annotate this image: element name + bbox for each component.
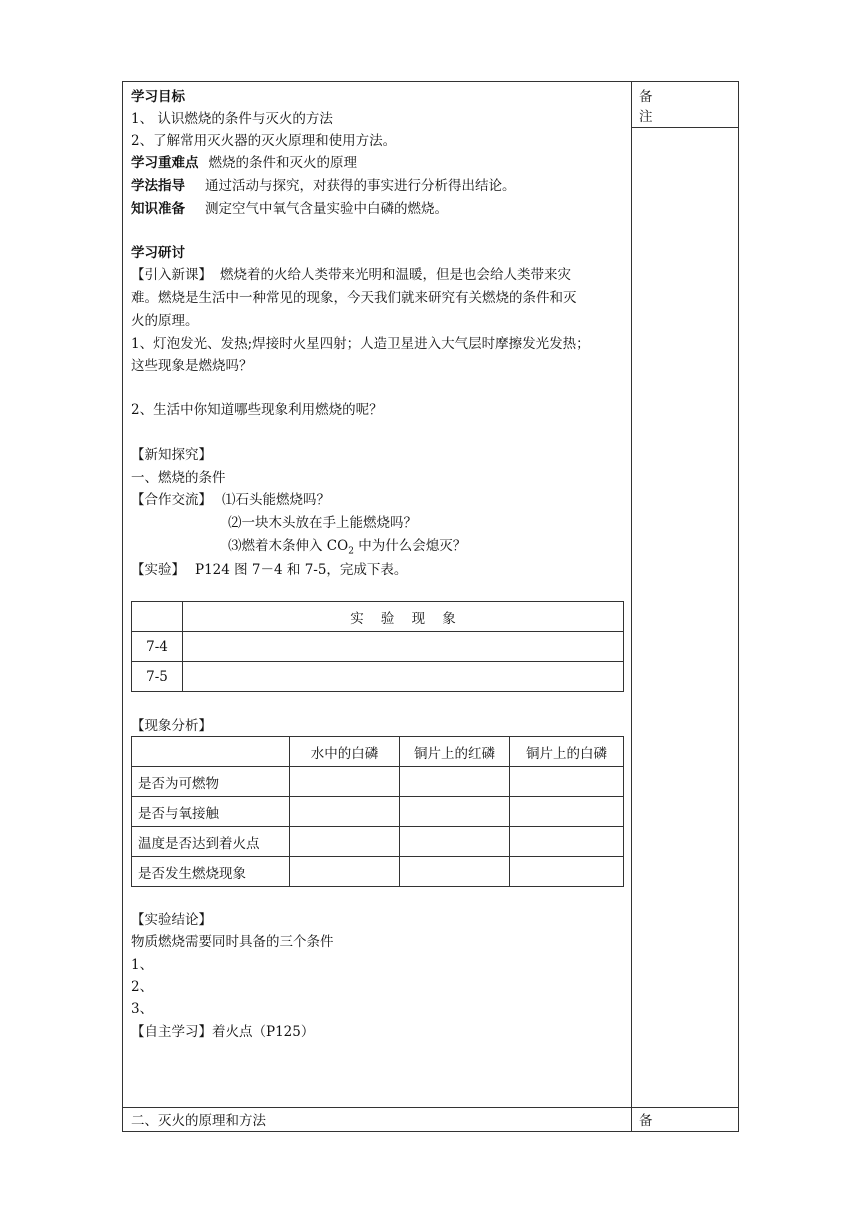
analysis-cell[interactable] (510, 857, 624, 887)
analysis-col-header: 水中的白磷 (290, 737, 400, 767)
section-2-title: 二、灭火的原理和方法 (131, 1113, 266, 1129)
analysis-cell[interactable] (510, 827, 624, 857)
side-note-char-1: 备 (639, 89, 653, 105)
coop-q2: ⑵一块木头放在手上能燃烧吗？ (228, 515, 417, 531)
exp-corner-cell (132, 602, 183, 632)
conclusion-text: 物质燃烧需要同时具备的三个条件 (131, 934, 334, 950)
exp-row-cell[interactable] (183, 662, 624, 692)
goal-title: 学习目标 (131, 89, 185, 105)
question-1-line-1: 1、灯泡发光、发热;焊接时火星四射；人造卫星进入大气层时摩擦发光发热； (131, 336, 590, 352)
analysis-cell[interactable] (290, 797, 400, 827)
analysis-col-header: 铜片上的白磷 (510, 737, 624, 767)
conclusion-item: 1、 (131, 957, 154, 973)
coop-q3-part-a: ⑶燃着木条伸入 CO (228, 538, 349, 554)
coop-label: 【合作交流】 (131, 492, 212, 508)
section-1-title: 一、燃烧的条件 (131, 470, 226, 486)
analysis-table (131, 736, 624, 887)
exp-row-label: 7-4 (132, 632, 183, 662)
method-text: 通过活动与探究，对获得的事实进行分析得出结论。 (205, 178, 516, 194)
coop-line-1 (131, 490, 330, 510)
analysis-cell[interactable] (400, 827, 510, 857)
goal-1: 1、 认识燃烧的条件与灭火的方法 (131, 111, 333, 127)
conclusion-item: 2、 (131, 979, 154, 995)
analysis-label: 【现象分析】 (131, 718, 212, 734)
experiment-table (131, 601, 624, 692)
conclusion-label: 【实验结论】 (131, 912, 212, 928)
experiment-text: P124 图 7－4 和 7-5，完成下表。 (195, 562, 408, 578)
analysis-cell[interactable] (510, 767, 624, 797)
self-study: 【自主学习】着火点（P125） (131, 1024, 315, 1040)
exp-header: 实 验 现 象 (183, 602, 624, 632)
analysis-row-label: 是否为可燃物 (132, 767, 290, 797)
analysis-cell[interactable] (400, 797, 510, 827)
analysis-row-label: 温度是否达到着火点 (132, 827, 290, 857)
side-note-char-2: 注 (639, 109, 653, 125)
analysis-cell[interactable] (290, 827, 400, 857)
method-guide (131, 176, 516, 196)
experiment-line (131, 560, 407, 580)
exp-row-cell[interactable] (183, 632, 624, 662)
method-label: 学法指导 (131, 178, 185, 194)
coop-q1: ⑴石头能燃烧吗？ (222, 492, 330, 508)
goal-2: 2、了解常用灭火器的灭火原理和使用方法。 (131, 133, 397, 149)
key-text: 燃烧的条件和灭火的原理 (208, 155, 357, 171)
intro-line-2: 难。燃烧是生活中一种常见的现象，今天我们就来研究有关燃烧的条件和灭 (131, 290, 577, 306)
prep-label: 知识准备 (131, 201, 185, 217)
experiment-label: 【实验】 (131, 562, 185, 578)
side-note-bottom: 备 (639, 1113, 653, 1129)
intro-line-3: 火的原理。 (131, 313, 199, 329)
new-knowledge-label: 【新知探究】 (131, 447, 212, 463)
key-label: 学习重难点 (131, 155, 199, 171)
side-header-divider (631, 127, 738, 128)
question-2: 2、生活中你知道哪些现象利用燃烧的呢？ (131, 402, 383, 418)
intro-line-1 (131, 265, 571, 285)
analysis-cell[interactable] (510, 797, 624, 827)
key-points (131, 153, 357, 173)
conclusion-item: 3、 (131, 1001, 154, 1017)
intro-text-1: 燃烧着的火给人类带来光明和温暖，但是也会给人类带来灾 (220, 267, 571, 283)
analysis-cell[interactable] (400, 857, 510, 887)
knowledge-prep (131, 199, 448, 219)
analysis-cell[interactable] (400, 767, 510, 797)
analysis-row-label: 是否与氧接触 (132, 797, 290, 827)
exp-row-label: 7-5 (132, 662, 183, 692)
coop-q3-part-b: 中为什么会熄灭？ (353, 538, 467, 554)
analysis-corner-cell (132, 737, 290, 767)
coop-q3 (228, 536, 466, 562)
analysis-cell[interactable] (290, 857, 400, 887)
analysis-cell[interactable] (290, 767, 400, 797)
prep-text: 测定空气中氧气含量实验中白磷的燃烧。 (205, 201, 448, 217)
question-1-line-2: 这些现象是燃烧吗？ (131, 358, 253, 374)
intro-label: 【引入新课】 (131, 267, 212, 283)
study-title: 学习研讨 (131, 245, 185, 261)
analysis-row-label: 是否发生燃烧现象 (132, 857, 290, 887)
bottom-row-divider (122, 1107, 738, 1108)
co2-subscript: 2 (348, 546, 354, 557)
analysis-col-header: 铜片上的红磷 (400, 737, 510, 767)
column-divider (631, 81, 632, 1131)
